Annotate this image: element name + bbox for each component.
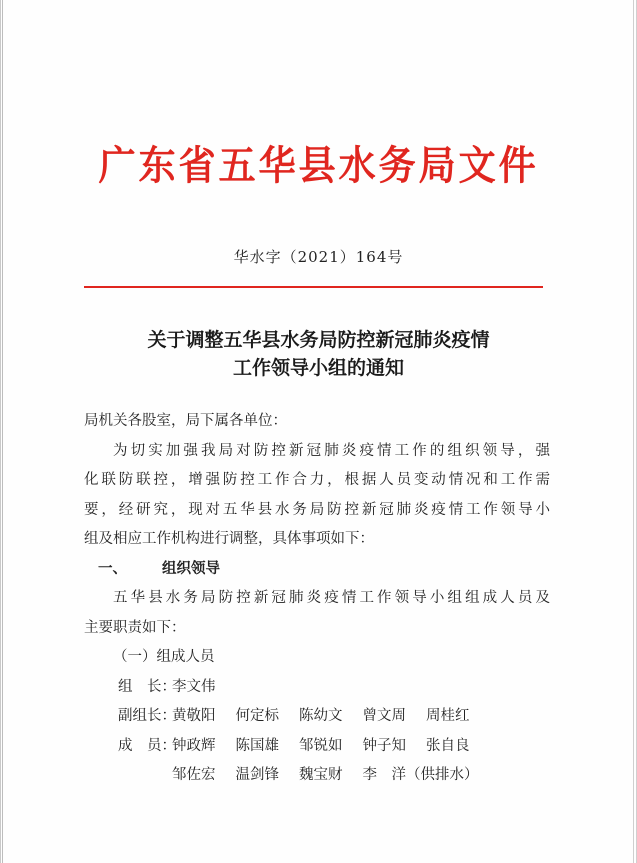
person-name: 李文伟 — [172, 678, 216, 695]
person-name: 张自良 — [426, 737, 470, 754]
agency-header-title: 广东省五华县水务局文件 — [98, 142, 539, 189]
scan-edge-left — [2, 0, 3, 863]
person-name: 何定标 — [235, 708, 279, 724]
document-number: 华水字（2021）164号 — [233, 248, 404, 266]
scan-edge-right — [633, 0, 634, 863]
person-name: 邹佐宏 — [172, 767, 216, 783]
role-label-blank — [84, 761, 172, 791]
salutation: 局机关各股室，局下属各单位： — [84, 413, 287, 429]
paragraph-line: 主要职责如下： — [84, 619, 186, 636]
person-name: 邹锐如 — [299, 737, 343, 754]
person-name: 钟政辉 — [172, 737, 216, 754]
name-list — [172, 732, 470, 762]
paragraph-line: 五华县水务局防控新冠肺炎疫情工作领导小组组成人员及 — [113, 590, 550, 606]
role-label: 成 员： — [118, 737, 176, 754]
deputy-row — [84, 702, 550, 732]
members-row — [84, 732, 550, 762]
red-divider-line — [84, 286, 543, 288]
notice-title-line-2: 工作领导小组的通知 — [232, 357, 404, 379]
person-name: 曾文周 — [362, 708, 406, 724]
paragraph-line: 为切实加强我局对防控新冠肺炎疫情工作的组织领导，强 — [113, 442, 550, 459]
person-name: 钟子知 — [362, 737, 406, 754]
section-heading — [84, 555, 550, 585]
person-name: 陈国雄 — [235, 737, 279, 754]
name-list — [172, 673, 236, 703]
person-name: 温剑锋 — [235, 767, 279, 783]
person-name: 周桂红 — [426, 708, 470, 724]
section-title: 组织领导 — [162, 560, 220, 577]
leader-row — [84, 673, 550, 703]
role-label: 副组长： — [118, 708, 176, 724]
notice-title-line-1: 关于调整五华县水务局防控新冠肺炎疫情 — [147, 329, 490, 351]
members-row-continued — [84, 761, 550, 791]
section-number: 一、 — [98, 560, 127, 577]
document-body — [84, 407, 550, 791]
subsection-heading: （一）组成人员 — [113, 649, 215, 665]
name-list — [172, 702, 470, 732]
paragraph-line: 组及相应工作机构进行调整，具体事项如下： — [84, 531, 374, 547]
name-list — [172, 761, 479, 791]
person-name: 黄敬阳 — [172, 708, 216, 724]
role-label: 组 长： — [118, 678, 176, 695]
paragraph-line: 化联防联控，增强防控工作合力，根据人员变动情况和工作需 — [84, 472, 550, 488]
paragraph-line: 要，经研究，现对五华县水务局防控新冠肺炎疫情工作领导小 — [84, 501, 550, 518]
person-name: 李 洋（供排水） — [362, 767, 479, 783]
notice-title — [0, 326, 637, 382]
person-name: 魏宝财 — [299, 767, 343, 783]
person-name: 陈幼文 — [299, 708, 343, 724]
